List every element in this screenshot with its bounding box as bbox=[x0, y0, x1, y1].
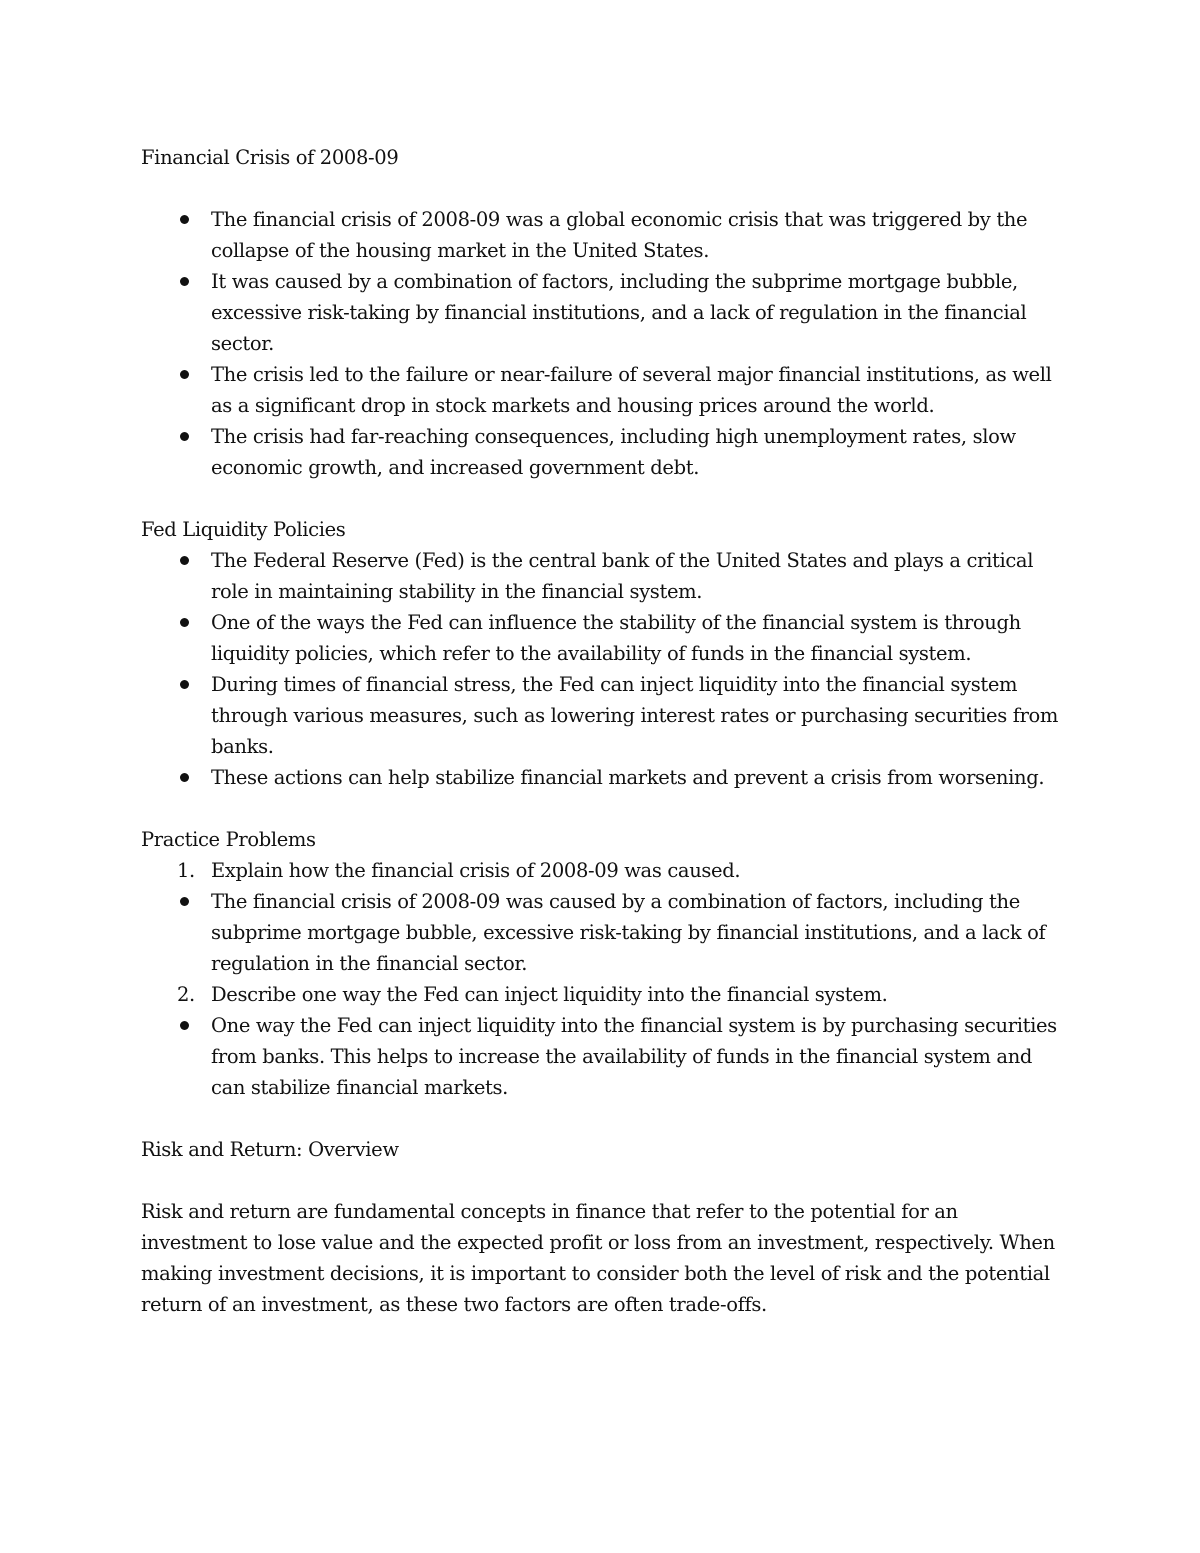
heading-practice-problems: Practice Problems bbox=[141, 828, 316, 851]
question-item bbox=[141, 855, 1066, 886]
list-item: The crisis led to the failure or near-failure of several major financial institutions, as well as a significant drop in stock markets and housing prices around the world. bbox=[141, 359, 1066, 421]
list-item: One of the ways the Fed can influence the stability of the financial system is through liquidity policies, which refer to the availability of funds in the financial system. bbox=[141, 607, 1066, 669]
answer-item: One way the Fed can inject liquidity into the financial system is by purchasing securities from banks. This helps to increase the availability of funds in the financial system and can stabilize financial markets. bbox=[141, 1010, 1066, 1103]
spacer bbox=[141, 793, 1066, 824]
question-text: Explain how the financial crisis of 2008-09 was caused. bbox=[211, 859, 741, 882]
heading-financial-crisis: Financial Crisis of 2008-09 bbox=[141, 146, 399, 169]
risk-return-paragraph: Risk and return are fundamental concepts in finance that refer to the potential for an investment to lose value and the expected profit or loss from an investment, respectively. When making investment decisions, it is important to consider both the level of risk and the potential return of an investment, as these two factors are often trade-offs. bbox=[141, 1200, 1055, 1316]
question-item bbox=[141, 979, 1066, 1010]
practice-list bbox=[141, 855, 1066, 1103]
crisis-bullet-list bbox=[141, 204, 1066, 483]
list-item: The crisis had far-reaching consequences, including high unemployment rates, slow economic growth, and increased government debt. bbox=[141, 421, 1066, 483]
heading-risk-return: Risk and Return: Overview bbox=[141, 1138, 399, 1161]
list-item: During times of financial stress, the Fed can inject liquidity into the financial system through various measures, such as lowering interest rates or purchasing securities from banks. bbox=[141, 669, 1066, 762]
heading-fed-liquidity: Fed Liquidity Policies bbox=[141, 518, 346, 541]
answer-item: The financial crisis of 2008-09 was caused by a combination of factors, including the subprime mortgage bubble, excessive risk-taking by financial institutions, and a lack of regulation in the financial sector. bbox=[141, 886, 1066, 979]
list-item: The financial crisis of 2008-09 was a global economic crisis that was triggered by the collapse of the housing market in the United States. bbox=[141, 204, 1066, 266]
question-text: Describe one way the Fed can inject liquidity into the financial system. bbox=[211, 983, 888, 1006]
document-content bbox=[141, 142, 1066, 1320]
spacer bbox=[141, 1165, 1066, 1196]
list-item: These actions can help stabilize financial markets and prevent a crisis from worsening. bbox=[141, 762, 1066, 793]
list-item: It was caused by a combination of factors, including the subprime mortgage bubble, excessive risk-taking by financial institutions, and a lack of regulation in the financial sector. bbox=[141, 266, 1066, 359]
list-item: The Federal Reserve (Fed) is the central bank of the United States and plays a critical role in maintaining stability in the financial system. bbox=[141, 545, 1066, 607]
spacer bbox=[141, 483, 1066, 514]
fed-bullet-list bbox=[141, 545, 1066, 793]
spacer bbox=[141, 173, 1066, 204]
question-number: 2. bbox=[177, 983, 195, 1006]
spacer bbox=[141, 1103, 1066, 1134]
question-number: 1. bbox=[177, 859, 195, 882]
